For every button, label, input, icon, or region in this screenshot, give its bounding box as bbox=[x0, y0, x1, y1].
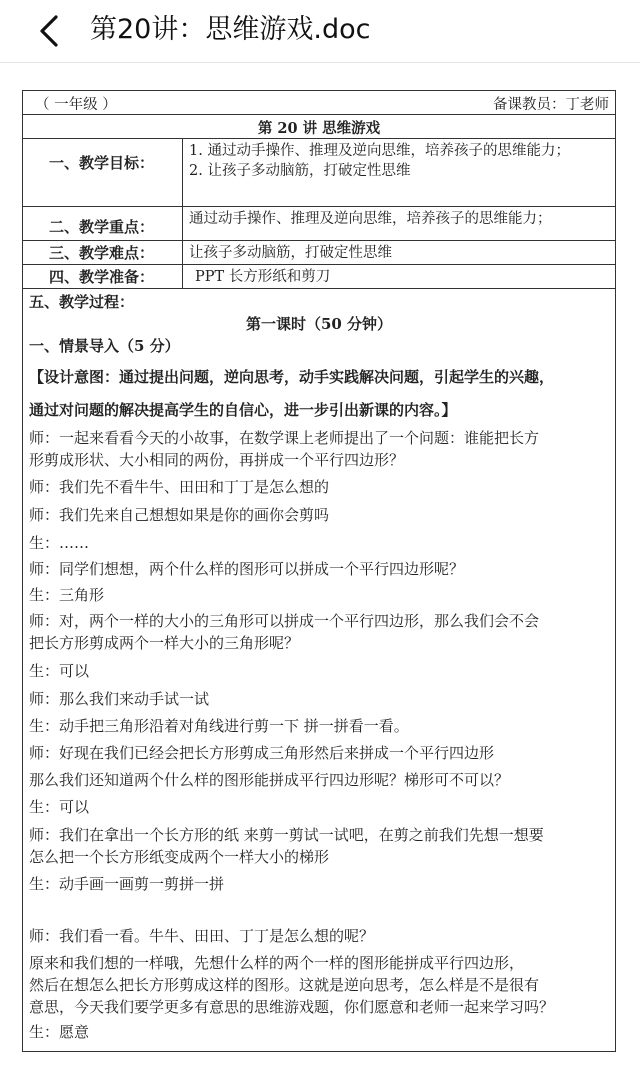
dialogue-line: 生：愿意 bbox=[29, 1023, 90, 1041]
dialogue-line: 然后在想怎么把长方形剪成这样的图形。这就是逆向思考，怎么样是不是很有 bbox=[29, 976, 540, 994]
goals-row bbox=[23, 139, 615, 207]
difficulty-label: 三、教学难点： bbox=[23, 241, 183, 264]
dialogue-line: 怎么把一个长方形纸变成两个一样大小的梯形 bbox=[29, 848, 330, 866]
dialogue-line: 生：…… bbox=[29, 534, 90, 552]
design-intent-line: 通过对问题的解决提高学生的自信心，进一步引出新课的内容。】 bbox=[29, 401, 457, 419]
design-intent-line: 【设计意图：通过提出问题，逆向思考，动手实践解决问题，引起学生的兴趣， bbox=[29, 368, 555, 386]
dialogue-line: 师：好现在我们已经会把长方形剪成三角形然后来拼成一个平行四边形 bbox=[29, 744, 495, 762]
dialogue-line: 生：三角形 bbox=[29, 586, 105, 604]
dialogue-line: 生：可以 bbox=[29, 662, 90, 680]
grade-row bbox=[23, 91, 615, 115]
key-label: 二、教学重点： bbox=[23, 207, 183, 240]
top-bar bbox=[0, 0, 640, 63]
prep-row bbox=[23, 265, 615, 289]
lesson-title-row bbox=[23, 115, 615, 139]
document-title: 第20讲：思维游戏.doc bbox=[90, 14, 371, 45]
teacher-label: 备课教员：丁老师 bbox=[493, 97, 609, 113]
dialogue-line: 师：我们在拿出一个长方形的纸 来剪一剪试一试吧，在剪之前我们先想一想要 bbox=[29, 826, 544, 844]
dialogue-line: 意思，今天我们要学更多有意思的思维游戏题，你们愿意和老师一起来学习吗？ bbox=[29, 998, 555, 1016]
difficulty-row bbox=[23, 241, 615, 265]
section-heading: 一、情景导入（5 分） bbox=[29, 337, 180, 355]
difficulty-value: 让孩子多动脑筋，打破定性思维 bbox=[189, 245, 392, 261]
dialogue-line: 师：我们先来自己想想如果是你的画你会剪吗 bbox=[29, 506, 330, 524]
goals-label: 一、教学目标： bbox=[23, 139, 183, 206]
goal-item: 2. 让孩子多动脑筋，打破定性思维 bbox=[189, 163, 411, 179]
back-arrow-icon[interactable] bbox=[34, 14, 64, 48]
goals-value bbox=[183, 139, 615, 206]
dialogue-line: 生：动手画一画剪一剪拼一拼 bbox=[29, 875, 225, 893]
dialogue-line: 师：我们看一看。牛牛、田田、丁丁是怎么想的呢？ bbox=[29, 927, 375, 945]
prep-label: 四、教学准备： bbox=[23, 265, 183, 288]
period-heading bbox=[23, 313, 615, 335]
dialogue-line: 师：同学们想想，两个什么样的图形可以拼成一个平行四边形呢？ bbox=[29, 560, 465, 578]
goal-item: 1. 通过动手操作、推理及逆向思维，培养孩子的思维能力； bbox=[189, 143, 570, 159]
dialogue-line: 师：对，两个一样的大小的三角形可以拼成一个平行四边形，那么我们会不会 bbox=[29, 612, 540, 630]
dialogue-line: 生：动手把三角形沿着对角线进行剪一下 拼一拼看一看。 bbox=[29, 717, 409, 735]
dialogue-line: 师：我们先不看牛牛、田田和丁丁是怎么想的 bbox=[29, 478, 330, 496]
dialogue-line: 把长方形剪成两个一样大小的三角形呢？ bbox=[29, 634, 300, 652]
dialogue-line: 原来和我们想的一样哦，先想什么样的两个一样的图形能拼成平行四边形， bbox=[29, 954, 525, 972]
dialogue-line: 形剪成形状、大小相同的两份，再拼成一个平行四边形？ bbox=[29, 451, 405, 469]
process-label: 五、教学过程： bbox=[29, 293, 135, 311]
prep-value: PPT 长方形纸和剪刀 bbox=[195, 269, 331, 285]
grade-label: （ 一年级 ） bbox=[35, 97, 117, 113]
lesson-title: 第 20 讲 思维游戏 bbox=[257, 120, 381, 137]
dialogue-line: 那么我们还知道两个什么样的图形能拼成平行四边形呢？梯形可不可以？ bbox=[29, 771, 510, 789]
dialogue-line: 生：可以 bbox=[29, 798, 90, 816]
dialogue-line: 师：一起来看看今天的小故事，在数学课上老师提出了一个问题：谁能把长方 bbox=[29, 429, 540, 447]
document-page bbox=[22, 90, 616, 1052]
key-value: 通过动手操作、推理及逆向思维，培养孩子的思维能力； bbox=[189, 211, 552, 227]
dialogue-line: 师：那么我们来动手试一试 bbox=[29, 690, 210, 708]
period-text: 第一课时（50 分钟） bbox=[245, 315, 393, 333]
key-row bbox=[23, 207, 615, 241]
